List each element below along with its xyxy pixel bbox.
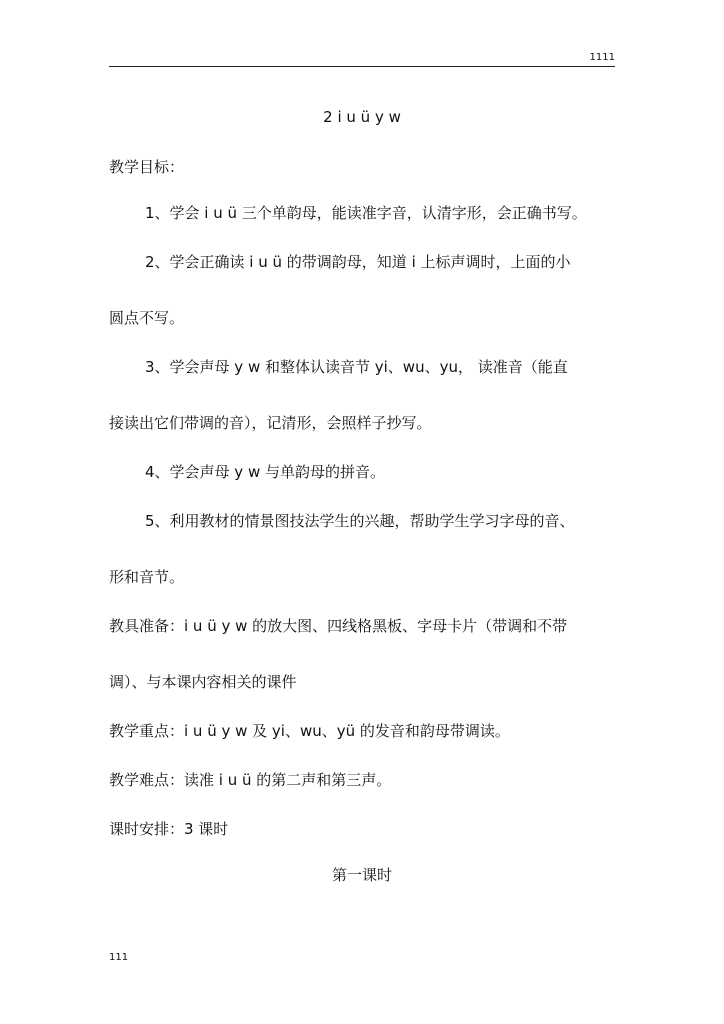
header-page-number: 1111 — [589, 52, 615, 63]
goal-5-line-2: 形和音节。 — [109, 568, 185, 586]
class-schedule: 课时安排：3 课时 — [109, 820, 229, 838]
section-heading: 第一课时 — [331, 866, 392, 884]
goal-2-line-2: 圆点不写。 — [109, 309, 185, 327]
teaching-aids-line-2: 调）、与本课内容相关的课件 — [109, 673, 297, 691]
goal-3-line-2: 接读出它们带调的音），记清形，会照样子抄写。 — [109, 414, 432, 432]
teaching-focus: 教学重点：i u ü y w 及 yi、wu、yü 的发音和韵母带调读。 — [109, 722, 510, 740]
header-rule — [109, 66, 615, 67]
goal-1: 1、学会 i u ü 三个单韵母，能读准字音，认清字形，会正确书写。 — [145, 204, 587, 222]
goal-3-line-1: 3、学会声母 y w 和整体认读音节 yi、wu、yu， 读准音（能直 — [145, 358, 568, 376]
goal-4: 4、学会声母 y w 与单韵母的拼音。 — [145, 463, 385, 481]
teaching-difficulty: 教学难点：读准 i u ü 的第二声和第三声。 — [109, 771, 392, 789]
goal-5-line-1: 5、利用教材的情景图技法学生的兴趣，帮助学生学习字母的音、 — [145, 512, 575, 530]
goal-2-line-1: 2、学会正确读 i u ü 的带调韵母，知道 i 上标声调时，上面的小 — [145, 253, 571, 271]
lesson-title: 2 i u ü y w — [323, 108, 401, 126]
footer-page-number: 111 — [109, 952, 129, 963]
goals-heading: 教学目标： — [109, 158, 185, 176]
teaching-aids-line-1: 教具准备：i u ü y w 的放大图、四线格黑板、字母卡片（带调和不带 — [109, 617, 568, 635]
